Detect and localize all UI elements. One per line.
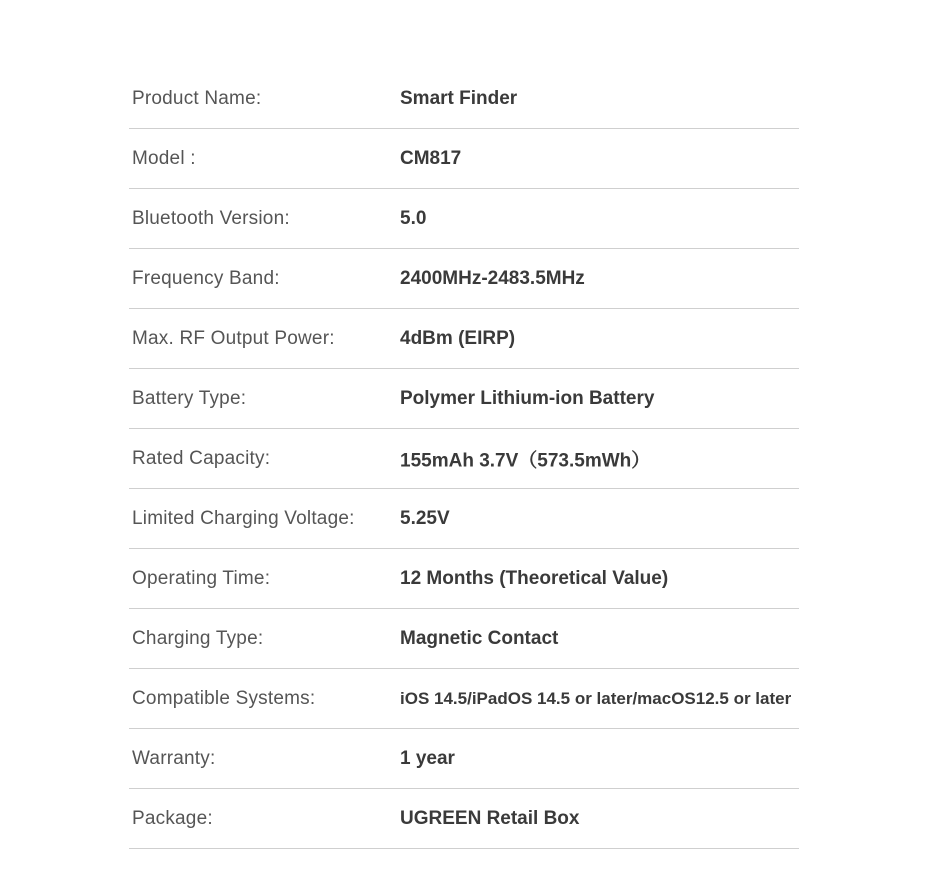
spec-label: Max. RF Output Power: — [132, 327, 335, 349]
spec-value: UGREEN Retail Box — [400, 807, 580, 829]
spec-label: Warranty: — [132, 747, 216, 769]
spec-value: 12 Months (Theoretical Value) — [400, 567, 669, 589]
spec-label: Package: — [132, 807, 213, 829]
spec-row-charging-voltage — [129, 489, 799, 549]
spec-label: Frequency Band: — [132, 267, 280, 289]
spec-row-product-name — [129, 69, 799, 129]
spec-row-bluetooth-version — [129, 189, 799, 249]
spec-label: Operating Time: — [132, 567, 271, 589]
spec-table — [129, 69, 799, 849]
spec-row-compatible-systems — [129, 669, 799, 729]
spec-value: Smart Finder — [400, 87, 518, 109]
spec-value: iOS 14.5/iPadOS 14.5 or later/macOS12.5 or later — [400, 688, 792, 708]
spec-label: Charging Type: — [132, 627, 264, 649]
spec-value: 155mAh 3.7V（573.5mWh） — [400, 450, 651, 471]
spec-row-frequency-band — [129, 249, 799, 309]
spec-label: Limited Charging Voltage: — [132, 507, 355, 529]
spec-row-warranty — [129, 729, 799, 789]
spec-row-rated-capacity — [129, 429, 799, 489]
spec-row-model — [129, 129, 799, 189]
spec-label: Product Name: — [132, 87, 262, 109]
spec-value: 4dBm (EIRP) — [400, 327, 516, 349]
spec-row-operating-time — [129, 549, 799, 609]
spec-row-battery-type — [129, 369, 799, 429]
spec-value: 2400MHz-2483.5MHz — [400, 267, 585, 289]
spec-label: Compatible Systems: — [132, 687, 316, 709]
spec-label: Bluetooth Version: — [132, 207, 290, 229]
spec-value: CM817 — [400, 147, 462, 169]
spec-row-package — [129, 789, 799, 849]
spec-value: Magnetic Contact — [400, 627, 559, 649]
spec-value: 1 year — [400, 747, 455, 769]
spec-row-charging-type — [129, 609, 799, 669]
spec-value: Polymer Lithium-ion Battery — [400, 387, 655, 409]
spec-label: Model : — [132, 147, 196, 169]
spec-label: Rated Capacity: — [132, 447, 271, 469]
spec-label: Battery Type: — [132, 387, 247, 409]
spec-row-rf-output-power — [129, 309, 799, 369]
spec-value: 5.25V — [400, 507, 450, 529]
spec-value: 5.0 — [400, 207, 427, 229]
